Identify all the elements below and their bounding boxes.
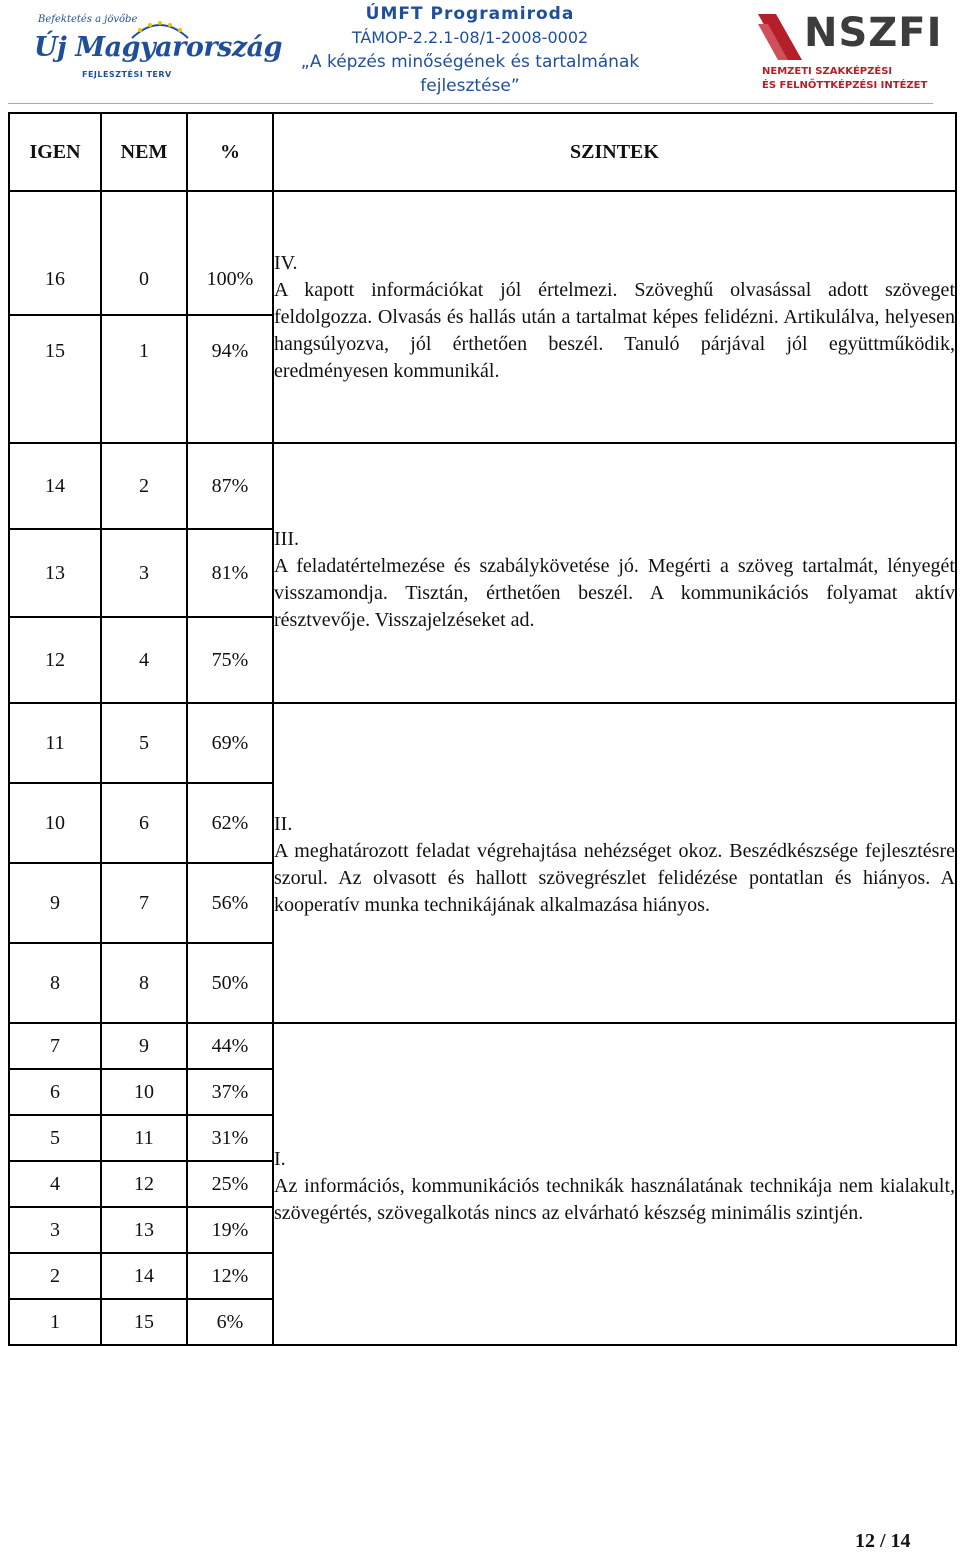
col-nem: NEM [101,113,187,191]
cell-pct: 56% [187,863,273,943]
level-iv-text: A kapott információkat jól értelmezi. Szöveghű olvasással adott szöveget feldolgozza. Olvasás és hallás után a tartalmat képes felidézni. Artikulálva, helyesen hangsúlyozva, jól érthetően beszél. Tanuló párjával jól együttműködik, eredményesen kommunikál. [274,278,955,382]
cell-nem: 11 [101,1115,187,1161]
cell-pct: 19% [187,1207,273,1253]
project-code: TÁMOP-2.2.1-08/1-2008-0002 [351,28,589,47]
logo-tagline: Befektetés a jövőbe [38,14,138,25]
level-iv [273,191,956,443]
cell-pct: 44% [187,1023,273,1069]
program-heading [290,2,650,98]
cell-nem: 6 [101,783,187,863]
cell-nem: 5 [101,703,187,783]
table-row [9,703,956,783]
cell-nem: 3 [101,529,187,617]
logo-subtitle: FEJLESZTÉSI TERV [82,70,172,79]
project-title-line1: „A képzés minőségének és tartalmának [300,52,640,72]
program-office: ÚMFT Programiroda [365,4,575,24]
cell-pct: 31% [187,1115,273,1161]
cell-igen: 10 [9,783,101,863]
level-ii-title: II. [274,813,293,835]
header-row [9,113,956,191]
cell-pct: 37% [187,1069,273,1115]
level-iv-title: IV. [274,251,298,274]
cell-nem: 10 [101,1069,187,1115]
cell-nem: 14 [101,1253,187,1299]
project-title-line2: fejlesztése” [420,76,520,96]
logo-name: Új Magyarország [34,32,283,63]
level-i-text: Az információs, kommunikációs technikák használatának technikája nem kialakult, szövegértés, szövegalkotás nincs az elvárható készség minimális szintjén. [274,1174,955,1224]
cell-igen: 6 [9,1069,101,1115]
level-iii-title: III. [274,528,299,550]
cell-pct: 100% [206,268,254,290]
cell-pct: 62% [187,783,273,863]
table-row [9,443,956,529]
cell-nem: 15 [101,1299,187,1345]
table-row [9,1023,956,1069]
cell-igen: 7 [9,1023,101,1069]
page-header [0,0,960,108]
cell-igen: 9 [9,863,101,943]
level-iii [273,443,956,703]
nszfi-mark-icon [758,14,802,60]
header-divider [8,103,933,104]
cell-pct: 81% [187,529,273,617]
level-ii [273,703,956,1023]
col-igen: IGEN [9,113,101,191]
cell-igen: 16 [45,268,65,290]
cell-igen: 4 [9,1161,101,1207]
nszfi-line2: ÉS FELNŐTTKÉPZÉSI INTÉZET [762,80,928,91]
cell-nem: 2 [101,443,187,529]
cell-nem: 12 [101,1161,187,1207]
nszfi-name: NSZFI [804,10,943,56]
cell-nem: 13 [101,1207,187,1253]
cell-pct: 87% [187,443,273,529]
cell-igen: 12 [9,617,101,703]
cell-igen: 11 [9,703,101,783]
level-ii-text: A meghatározott feladat végrehajtása nehézséget okoz. Beszédkészsége fejlesztésre szorul. Az olvasott és hallott szövegrészlet felidézése pontatlan és hiányos. A kooperatív munka technikájának alkalmazása hiányos. [274,840,955,916]
cell-igen: 13 [9,529,101,617]
table-row [9,191,956,315]
cell-nem: 4 [101,617,187,703]
cell-nem: 7 [101,863,187,943]
cell-igen: 3 [9,1207,101,1253]
cell-pct: 94% [211,340,249,362]
cell-pct: 6% [187,1299,273,1345]
level-i [273,1023,956,1345]
cell-nem: 1 [139,340,149,362]
assessment-table [8,112,957,1346]
col-pct: % [187,113,273,191]
col-szintek: SZINTEK [273,113,956,191]
cell-igen: 2 [9,1253,101,1299]
page-number: 12 / 14 [855,1530,911,1552]
cell-igen: 5 [9,1115,101,1161]
level-i-title: I. [274,1147,286,1170]
uj-magyarorszag-logo [30,12,283,92]
cell-pct: 50% [187,943,273,1023]
cell-igen: 8 [9,943,101,1023]
cell-pct: 69% [187,703,273,783]
cell-igen: 15 [45,340,65,362]
cell-nem: 9 [101,1023,187,1069]
cell-igen: 14 [9,443,101,529]
cell-pct: 75% [187,617,273,703]
cell-nem: 8 [101,943,187,1023]
level-iii-text: A feladatértelmezése és szabálykövetése jó. Megérti a szöveg tartalmát, lényegét visszamondja. Tisztán, érthetően beszél. A kommunikációs folyamat aktív résztvevője. Visszajelzéseket ad. [274,555,955,631]
nszfi-logo [758,10,943,100]
cell-nem: 0 [139,268,149,290]
nszfi-line1: NEMZETI SZAKKÉPZÉSI [762,66,893,77]
cell-pct: 12% [187,1253,273,1299]
cell-igen: 1 [9,1299,101,1345]
cell-pct: 25% [187,1161,273,1207]
